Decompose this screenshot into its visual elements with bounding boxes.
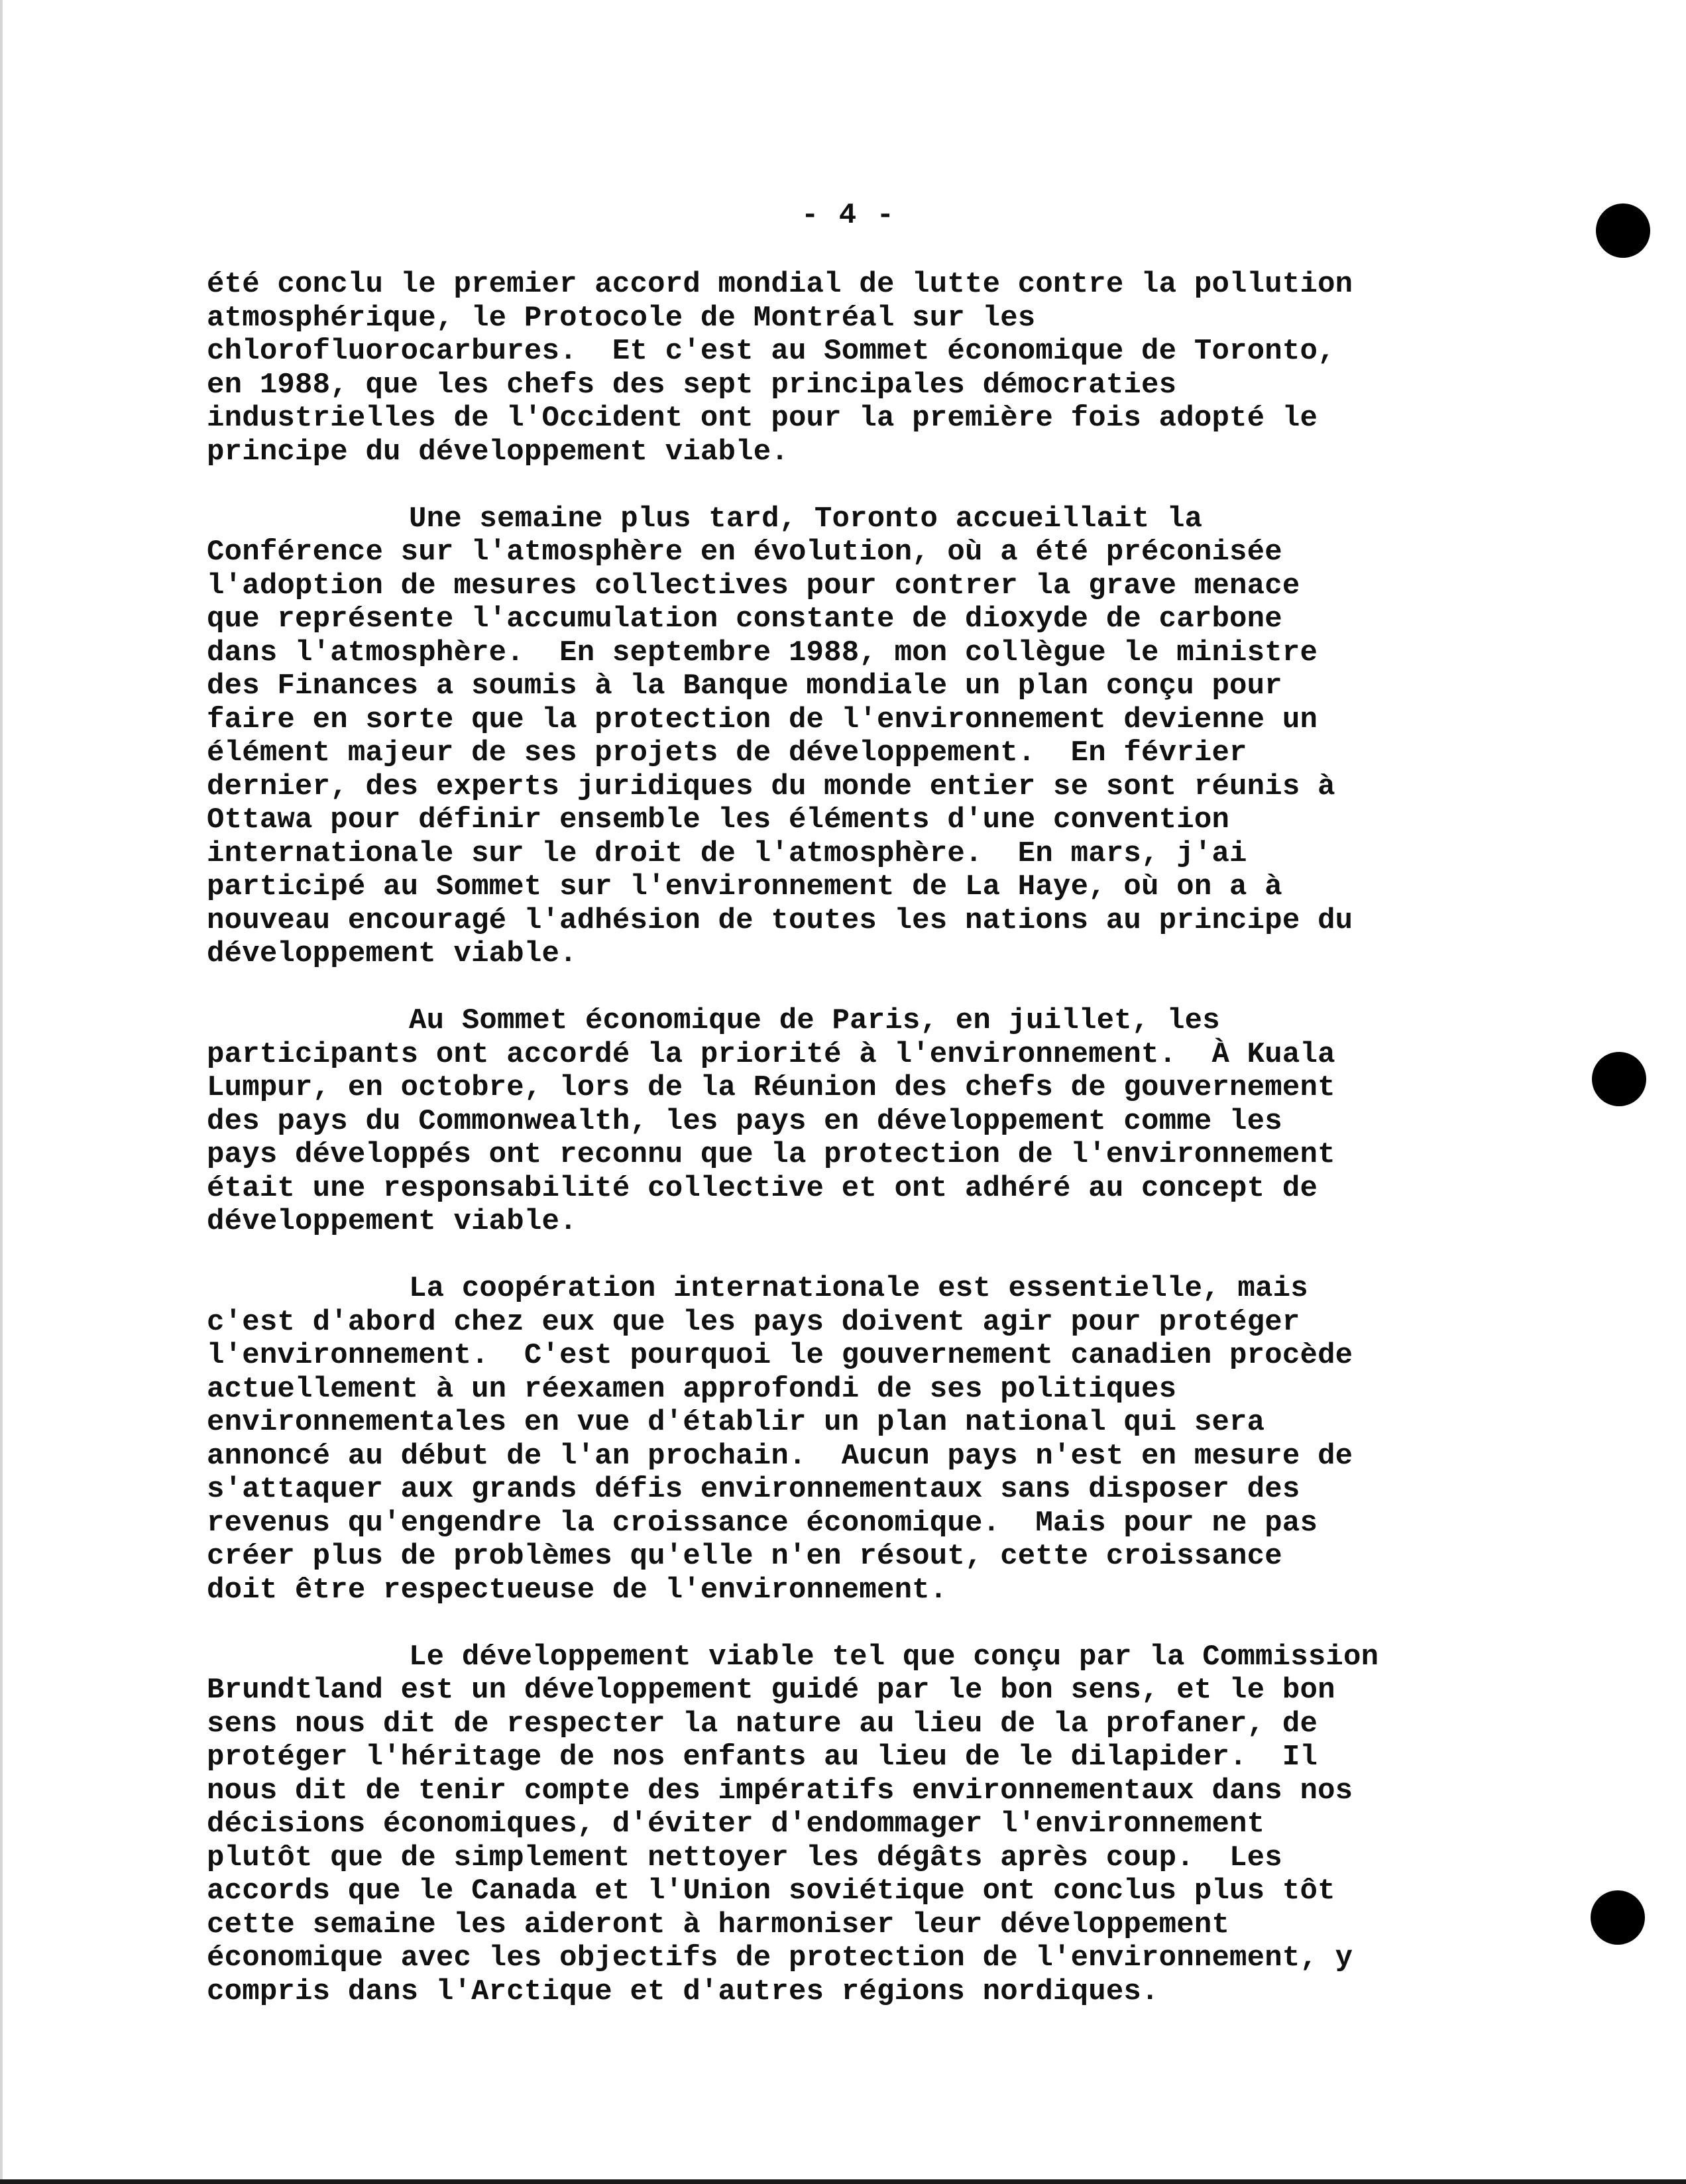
text-line: des Finances a soumis à la Banque mondiale un plan conçu pour [207,669,1282,703]
body-text [207,268,1546,2008]
text-line: industrielles de l'Occident ont pour la première fois adopté le [207,402,1318,435]
text-line: Conférence sur l'atmosphère en évolution, où a été préconisée [207,536,1282,569]
text-line: l'adoption de mesures collectives pour contrer la grave menace [207,569,1300,603]
text-line: participé au Sommet sur l'environnement de La Haye, où on a à [207,870,1282,903]
paragraph [207,1272,1546,1607]
text-line: pays développés ont reconnu que la protection de l'environnement [207,1138,1335,1171]
binder-hole-top [1596,203,1650,258]
text-line: cette semaine les aideront à harmoniser leur développement [207,1908,1230,1941]
paragraph-gap [207,1239,1546,1273]
text-line: s'attaquer aux grands défis environnementaux sans disposer des [207,1473,1300,1506]
text-line: des pays du Commonwealth, les pays en développement comme les [207,1104,1282,1138]
text-line: élément majeur de ses projets de développement. En février [207,736,1247,770]
text-line: Le développement viable tel que conçu par la Commission [409,1640,1379,1674]
text-line: Une semaine plus tard, Toronto accueillait la [409,502,1203,536]
text-line: nouveau encouragé l'adhésion de toutes les nations au principe du [207,903,1353,937]
text-line: décisions économiques, d'éviter d'endommager l'environnement [207,1808,1265,1841]
text-line: était une responsabilité collective et ont adhéré au concept de [207,1171,1318,1205]
text-line: nous dit de tenir compte des impératifs environnementaux dans nos [207,1774,1353,1808]
paragraph [207,502,1546,971]
text-line: annoncé au début de l'an prochain. Aucun pays n'est en mesure de [207,1439,1353,1473]
text-line: plutôt que de simplement nettoyer les dégâts après coup. Les [207,1841,1282,1874]
text-line: dans l'atmosphère. En septembre 1988, mon collègue le ministre [207,636,1318,669]
paragraph [207,268,1546,469]
text-line: créer plus de problèmes qu'elle n'en résout, cette croissance [207,1540,1282,1573]
text-line: développement viable. [207,1205,577,1238]
text-line: participants ont accordé la priorité à l'environnement. À Kuala [207,1037,1335,1071]
text-line: Lumpur, en octobre, lors de la Réunion des chefs de gouvernement [207,1071,1335,1104]
scan-bottom-edge [0,2179,1686,2184]
paragraph-gap [207,469,1546,502]
text-line: économique avec les objectifs de protection de l'environnement, y [207,1941,1353,1975]
text-line: chlorofluorocarbures. Et c'est au Sommet économique de Toronto, [207,335,1335,368]
text-line: actuellement à un réexamen approfondi de ses politiques [207,1372,1177,1406]
text-line: atmosphérique, le Protocole de Montréal sur les [207,301,1036,335]
text-line: dernier, des experts juridiques du monde entier se sont réunis à [207,770,1335,803]
text-line: Brundtland est un développement guidé par le bon sens, et le bon [207,1674,1335,1707]
text-line: sens nous dit de respecter la nature au lieu de la profaner, de [207,1707,1318,1741]
text-line: faire en sorte que la protection de l'environnement devienne un [207,703,1318,736]
text-line: principe du développement viable. [207,435,789,469]
text-line: protéger l'héritage de nos enfants au lieu de le dilapider. Il [207,1741,1318,1774]
binder-hole-bottom [1591,1890,1645,1945]
text-line: développement viable. [207,937,577,970]
text-line: que représente l'accumulation constante de dioxyde de carbone [207,603,1282,636]
text-line: compris dans l'Arctique et d'autres régions nordiques. [207,1975,1159,2008]
text-line: La coopération internationale est essentielle, mais [409,1272,1308,1305]
text-line: internationale sur le droit de l'atmosphère. En mars, j'ai [207,836,1247,870]
page-number: - 4 - [801,199,896,232]
text-line: environnementales en vue d'établir un plan national qui sera [207,1406,1265,1439]
text-line: accords que le Canada et l'Union soviétique ont conclus plus tôt [207,1874,1335,1908]
text-line: Au Sommet économique de Paris, en juillet, les [409,1004,1220,1037]
text-line: l'environnement. C'est pourquoi le gouvernement canadien procède [207,1339,1353,1372]
text-line: Ottawa pour définir ensemble les éléments d'une convention [207,803,1230,836]
text-line: doit être respectueuse de l'environnement. [207,1573,948,1607]
paragraph-gap [207,971,1546,1005]
text-line: c'est d'abord chez eux que les pays doivent agir pour protéger [207,1305,1300,1339]
paragraph [207,1004,1546,1239]
paragraph [207,1640,1546,2009]
text-line: en 1988, que les chefs des sept principales démocraties [207,368,1177,402]
text-line: été conclu le premier accord mondial de lutte contre la pollution [207,268,1353,301]
binder-hole-middle [1592,1052,1646,1106]
text-line: revenus qu'engendre la croissance économique. Mais pour ne pas [207,1506,1318,1540]
scan-left-edge [0,0,3,2184]
paragraph-gap [207,1607,1546,1640]
